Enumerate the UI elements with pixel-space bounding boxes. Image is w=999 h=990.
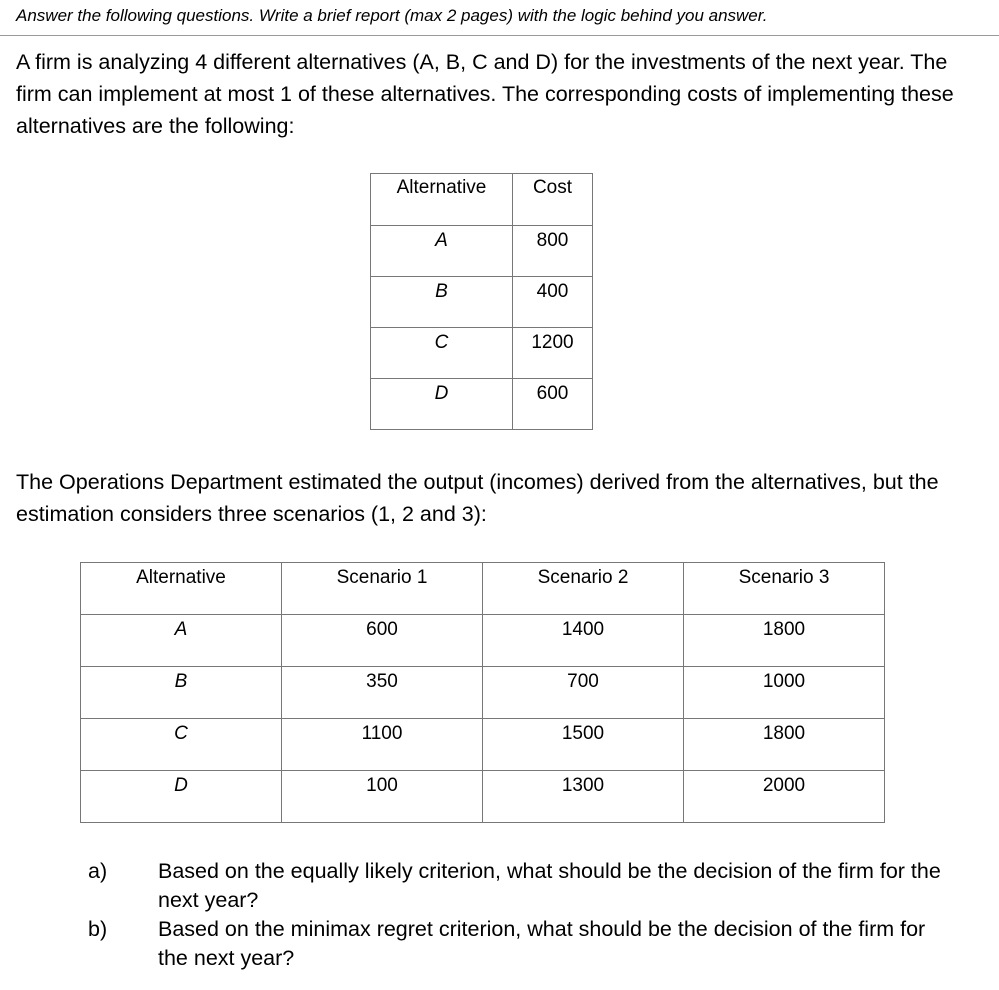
scenario-2-cell: 1300	[483, 771, 684, 823]
question-b-label: b)	[88, 917, 108, 941]
cost-cell: 1200	[513, 328, 593, 379]
alternative-cell: C	[81, 719, 282, 771]
scenario-3-cell: 1800	[684, 615, 885, 667]
cost-cell: 400	[513, 277, 593, 328]
scenario-2-cell: 700	[483, 667, 684, 719]
table-row	[371, 379, 593, 430]
table-row	[371, 328, 593, 379]
question-a-label: a)	[88, 859, 108, 883]
income-table-header	[81, 563, 885, 615]
alternative-cell: B	[81, 667, 282, 719]
instructions: Answer the following questions. Write a brief report (max 2 pages) with the logic behind you answer.	[16, 6, 768, 25]
header-scenario-3: Scenario 3	[684, 563, 885, 615]
question-a-text: Based on the equally likely criterion, what should be the decision of the firm for the next year?	[158, 859, 941, 912]
cost-table-header	[371, 174, 593, 226]
table-row	[81, 719, 885, 771]
scenario-1-cell: 600	[282, 615, 483, 667]
alternative-cell: D	[81, 771, 282, 823]
cost-cell: 600	[513, 379, 593, 430]
alternative-cell: A	[371, 226, 513, 277]
header-alternative: Alternative	[371, 174, 513, 226]
header-scenario-2: Scenario 2	[483, 563, 684, 615]
table-row	[81, 615, 885, 667]
table-row	[371, 226, 593, 277]
alternative-cell: A	[81, 615, 282, 667]
table-row	[371, 277, 593, 328]
scenario-2-cell: 1500	[483, 719, 684, 771]
intro-paragraph: A firm is analyzing 4 different alternatives (A, B, C and D) for the investments of the next year. The firm can implement at most 1 of these alternatives. The corresponding costs of implementing these alternatives are the following:	[16, 50, 954, 138]
operations-paragraph: The Operations Department estimated the output (incomes) derived from the alternatives, but the estimation considers three scenarios (1, 2 and 3):	[16, 470, 939, 526]
question-b-text: Based on the minimax regret criterion, what should be the decision of the firm for the next year?	[158, 917, 926, 970]
header-scenario-1: Scenario 1	[282, 563, 483, 615]
scenario-2-cell: 1400	[483, 615, 684, 667]
income-table	[80, 562, 885, 823]
header-alternative: Alternative	[81, 563, 282, 615]
scenario-3-cell: 1000	[684, 667, 885, 719]
scenario-3-cell: 1800	[684, 719, 885, 771]
alternative-cell: C	[371, 328, 513, 379]
cost-table	[370, 173, 593, 430]
alternative-cell: D	[371, 379, 513, 430]
scenario-1-cell: 350	[282, 667, 483, 719]
table-row	[81, 771, 885, 823]
divider	[0, 35, 999, 36]
table-row	[81, 667, 885, 719]
scenario-3-cell: 2000	[684, 771, 885, 823]
header-cost: Cost	[513, 174, 593, 226]
alternative-cell: B	[371, 277, 513, 328]
scenario-1-cell: 1100	[282, 719, 483, 771]
cost-cell: 800	[513, 226, 593, 277]
scenario-1-cell: 100	[282, 771, 483, 823]
